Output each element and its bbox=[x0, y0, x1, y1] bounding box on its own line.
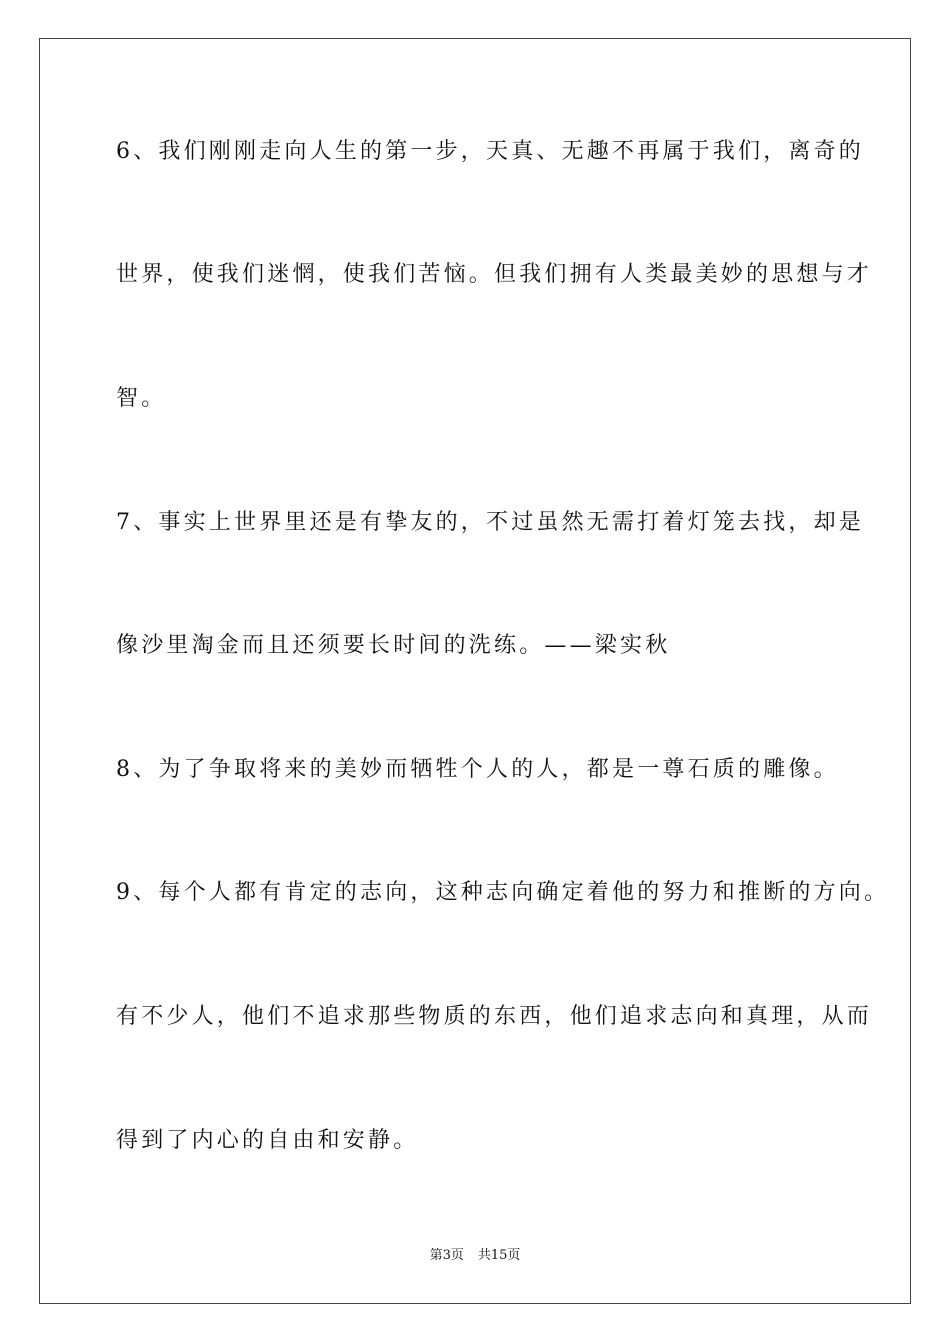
text-line: 世界，使我们迷惘，使我们苦恼。但我们拥有人类最美妙的思想与才 bbox=[116, 262, 873, 287]
page-footer bbox=[0, 1247, 950, 1265]
text-line: 智。 bbox=[116, 386, 167, 411]
text-line: 像沙里淘金而且还须要长时间的洗练。——梁实秋 bbox=[116, 633, 671, 658]
text-line: 得到了内心的自由和安静。 bbox=[116, 1128, 419, 1153]
page-border bbox=[39, 38, 911, 1304]
text-line: 7、事实上世界里还是有挚友的，不过虽然无需打着灯笼去找，却是 bbox=[116, 510, 864, 535]
page-number: 第3页 bbox=[429, 1248, 464, 1263]
text-line: 有不少人，他们不追求那些物质的东西，他们追求志向和真理，从而 bbox=[116, 1004, 873, 1029]
page-total: 共15页 bbox=[477, 1248, 521, 1263]
text-line: 6、我们刚刚走向人生的第一步，天真、无趣不再属于我们，离奇的 bbox=[116, 139, 864, 164]
text-line: 8、为了争取将来的美妙而牺牲个人的人，都是一尊石质的雕像。 bbox=[116, 757, 839, 782]
text-line: 9、每个人都有肯定的志向，这种志向确定着他的努力和推断的方向。 bbox=[116, 880, 890, 905]
